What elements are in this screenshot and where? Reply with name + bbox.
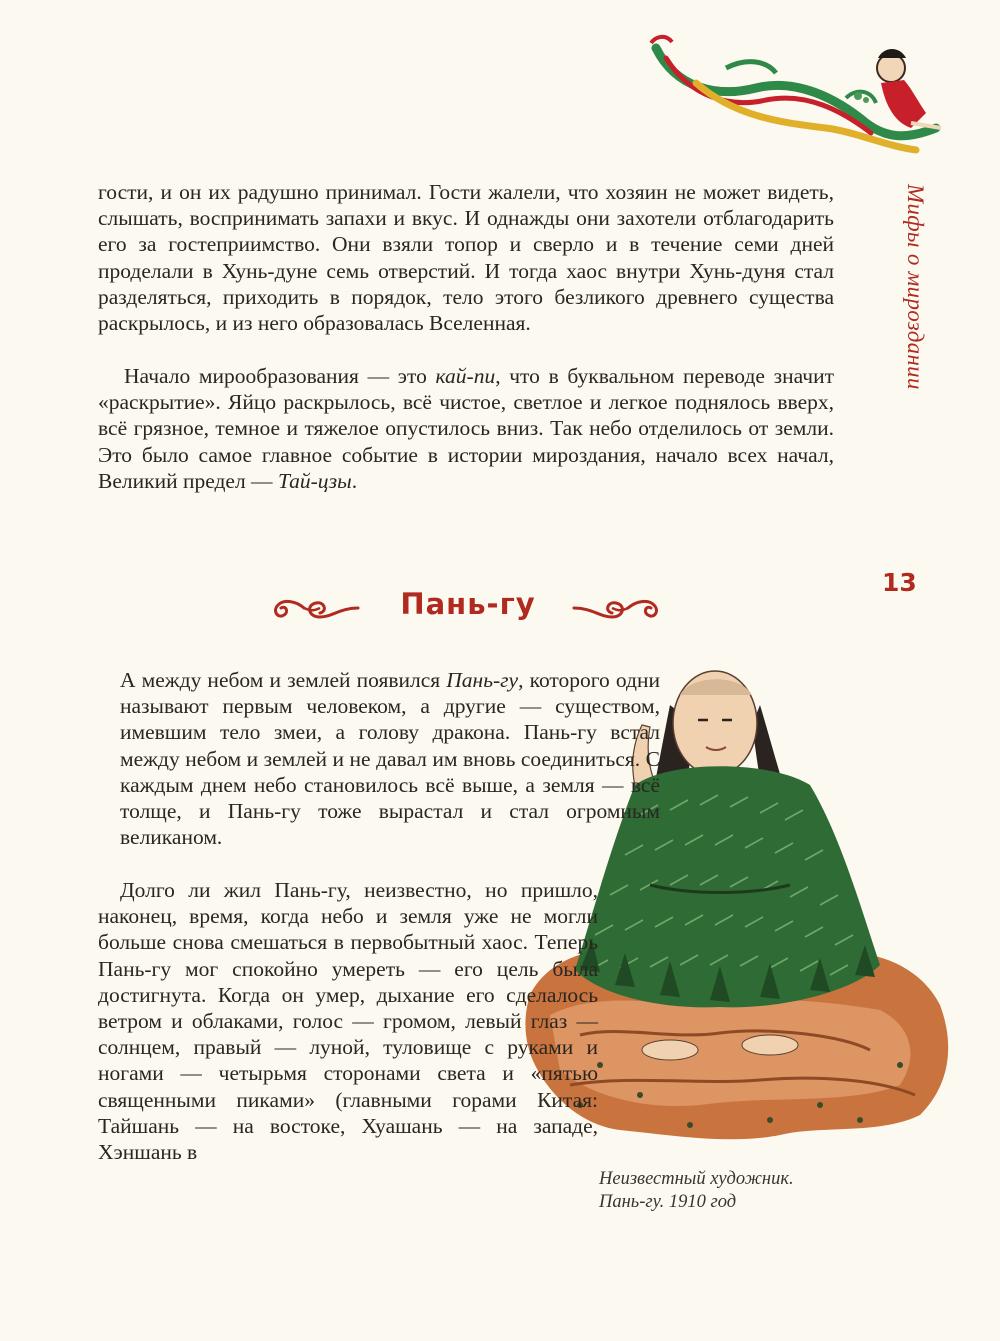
left-flourish-ornament [270,591,362,625]
paragraph-1: гости, и он их радушно принимал. Гости жалели, что хозяин не может видеть, слышать, воспринимать запахи и вкус. И однажды они захотели отблагодарить его за гостеприимство. Они взяли топор и сверло и в течение семи дней проделали в Хунь-дуне семь отверстий. И тогда хаос внутри Хунь-дуня стал разделяться, приходить в порядок, тело этого безликого древнего существа раскрылось, и из него образовалась Вселенная. [98,180,834,336]
paragraph-3 [120,667,660,850]
section-title: Пань-гу [400,587,536,621]
right-flourish-ornament [570,591,662,625]
term-kai-pi: кай-пи [435,364,496,388]
paragraph-2-text-b: , что в буквальном переводе значит «раскрытие». Яйцо раскрылось, всё чистое, светлое и легкое поднялось вверх, всё грязное, темное и тяжелое опустилось вниз. Так небо отделилось от земли. Это было самое главное событие в истории мироздания, начало всех начал, Великий предел — [98,364,834,493]
paragraph-2-end: . [351,468,358,493]
paragraph-2-text-a: Начало мирообразования — это [124,364,436,388]
page-number: 13 [882,568,917,597]
paragraph-3-text-a: А между небом и землей появился [120,668,447,692]
section-heading [270,585,670,635]
paragraph-2 [98,363,834,494]
caption-line-2: Пань-гу. 1910 год [599,1192,737,1212]
paragraph-3-text-b: , которого одни называют первым человеком, а другие — существом, имевшим тело змеи, а голову дракона. Пань-гу встал между небом и землей и не давал им вновь соединиться. С каждым днем небо становилось всё выше, а земля — всё толще, и Пань-гу тоже вырастал и стал огромным великаном. [120,668,660,850]
term-tai-tszy: Тай-цзы [277,468,352,493]
figure-caption [599,1168,859,1214]
caption-line-1: Неизвестный художник. [599,1169,794,1189]
term-pan-gu: Пань-гу [446,668,519,692]
paragraph-4: Долго ли жил Пань-гу, неизвестно, но пришло, наконец, время, когда небо и земля уже не могли больше снова смешаться в первобытный хаос. Теперь Пань-гу мог спокойно умереть — его цель была достигнута. Когда он умер, дыхание его сделалось ветром и облаками, голос — громом, левый глаз — солнцем, правый — луной, туловище с руками и ногами — четырьмя сторонами света и «пятью священными пиками» (главными горами Китая: Тайшань — на востоке, Хуашань — на западе, Хэншань в [98,878,598,1165]
running-title: Мифы о мироздании [903,184,928,390]
flying-apsara-ornament [636,28,956,158]
